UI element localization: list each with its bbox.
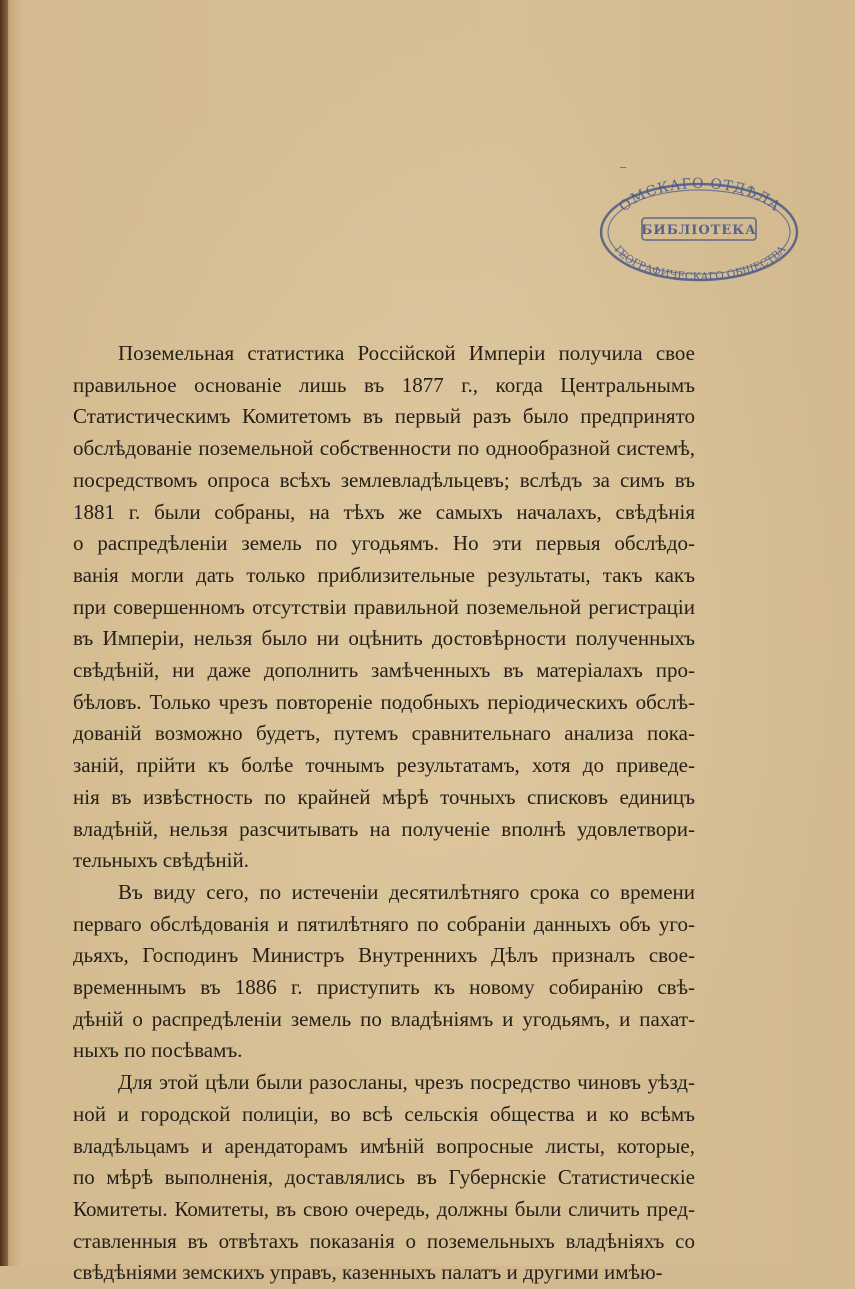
text-line: тельныхъ свѣдѣній. [73,848,249,873]
text-line: Статистическимъ Комитетомъ въ первый разъ было предпринято [73,404,695,429]
text-line: ной и городской полиціи, во всѣ сельскія общества и ко всѣмъ [73,1101,695,1126]
text-line: Поземельная статистика Россійской Имперіи получила свое [118,341,695,365]
text-line: въ Имперіи, нельзя было ни оцѣнить достовѣрности полученныхъ [73,626,695,651]
paragraph [73,1067,695,1289]
binding-edge [0,0,8,1266]
text-line: при совершенномъ отсутствіи правильной поземельной регистраціи [73,594,695,619]
text-line: Комитеты. Комитеты, въ свою очередь, должны были сличить пред- [73,1196,695,1221]
document-body [73,338,695,1289]
text-line: Для этой цѣли были разосланы, чрезъ посредство чиновъ уѣзд- [118,1070,695,1095]
text-line: дованій возможно будетъ, путемъ сравнительнаго анализа пока- [73,721,695,746]
text-line: заній, прійти къ болѣе точнымъ результатамъ, хотя до приведе- [73,753,695,778]
text-line: Въ виду сего, по истеченіи десятилѣтняго срока со времени [118,879,695,904]
svg-text:ОМСКАГО ОТДѢЛА [616,176,783,215]
stamp-center-text: БИБЛІОТЕКА [641,223,757,238]
text-line: ванія могли дать только приблизительные результаты, такъ какъ [73,562,695,587]
text-line: по мѣрѣ выполненія, доставлялись въ Губернскіе Статистическіе [73,1165,695,1190]
svg-text:ГЕОГРАФИЧЕСКАГО ОБЩЕСТВА [612,244,789,284]
text-line: временнымъ въ 1886 г. приступить къ новому собиранію свѣ- [73,975,695,1000]
text-line: свѣдѣніями земскихъ управъ, казенныхъ палатъ и другими имѣю- [73,1260,663,1285]
text-line: свѣдѣній, ни даже дополнить замѣченныхъ въ матеріалахъ про- [73,658,695,683]
text-line: дьяхъ, Господинъ Министръ Внутреннихъ Дѣлъ призналъ свое- [73,943,695,968]
text-line: нія въ извѣстность по крайней мѣрѣ точныхъ списковъ единицъ [73,784,695,809]
text-line: правильное основаніе лишь въ 1877 г., когда Центральнымъ [73,372,695,397]
text-line: посредствомъ опроса всѣхъ землевладѣльцевъ; вслѣдъ за симъ въ [73,467,695,492]
pencil-mark: – [620,159,626,173]
text-line: дѣній о распредѣленіи земель по владѣніямъ и угодьямъ, и пахат- [73,1006,695,1031]
text-line: 1881 г. были собраны, на тѣхъ же самыхъ началахъ, свѣдѣнія [73,499,695,524]
text-line: перваго обслѣдованія и пятилѣтняго по собраніи данныхъ объ уго- [73,911,695,936]
stamp-top-text: ОМСКАГО ОТДѢЛА [616,176,784,216]
paragraph [73,877,695,1067]
text-line: владѣльцамъ и арендаторамъ имѣній вопросные листы, которые, [73,1133,695,1158]
text-line: о распредѣленіи земель по угодьямъ. Но эти первыя обслѣдо- [73,531,695,556]
text-line: владѣній, нельзя разсчитывать на полученіе вполнѣ удовлетвори- [73,816,695,841]
stamp-bottom-text: ГЕОГРАФИЧЕСКАГО ОБЩЕСТВА [611,243,789,284]
text-line: ныхъ по посѣвамъ. [73,1038,243,1063]
text-line: ставленныя въ отвѣтахъ показанія о поземельныхъ владѣніяхъ со [73,1228,695,1253]
text-line: бѣловъ. Только чрезъ повтореніе подобныхъ періодическихъ обслѣ- [73,689,695,714]
text-line: обслѣдованіе поземельной собственности по однообразной системѣ, [73,436,695,461]
paragraph [73,338,695,877]
library-stamp [596,176,802,284]
